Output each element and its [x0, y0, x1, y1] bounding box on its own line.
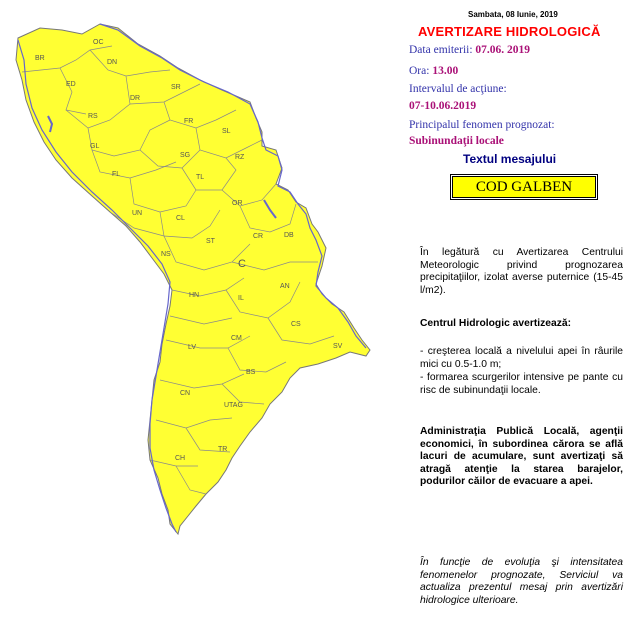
district-label-sl: SL — [222, 128, 231, 135]
phenomenon-label: Principalul fenomen prognozat: — [409, 119, 555, 131]
phenomenon-value: Subinundaţii locale — [409, 135, 504, 147]
message-paragraph-1: În legătură cu Avertizarea Centrului Meteorologic privind prognozarea precipitaţiilor, izolat averse puternice (15-45 l/m2). — [420, 247, 623, 296]
district-label-ns: NS — [161, 251, 171, 258]
district-label-cn: CN — [180, 390, 191, 397]
message-bullet-2: - formarea scurgerilor intensive pe pante cu risc de subinundaţii locale. — [420, 372, 623, 396]
message-paragraph-4: Administraţia Publică Locală, agenţii economici, în subordinea cărora se află lacuri de acumulare, sunt avertizaţi să atragă atenţie la starea barajelor, podurilor căilor de evacuare a apei. — [420, 426, 623, 488]
district-label-ed: ED — [66, 81, 76, 88]
district-label-st: ST — [206, 238, 215, 245]
district-label-cs: CS — [291, 321, 301, 328]
district-label-hn: HN — [189, 292, 200, 299]
district-label-sr: SR — [171, 84, 181, 91]
district-label-utag: UTAG — [224, 402, 243, 409]
message-paragraph-5: În funcţie de evoluţia şi intensitatea fenomenelor prognozate, Serviciul va actualiza prezentul mesaj prin avertizări hidrologice ulterioare. — [420, 557, 623, 606]
issue-date-value: 07.06. 2019 — [475, 44, 531, 56]
district-label-br: BR — [35, 55, 45, 62]
district-label-ch: CH — [175, 455, 186, 462]
district-label-an: AN — [280, 283, 290, 290]
district-label-or: OR — [232, 200, 243, 207]
district-label-rs: RS — [88, 113, 98, 120]
message-heading: Textul mesajului — [463, 152, 557, 166]
district-label-dn: DN — [107, 59, 118, 66]
district-label-sv: SV — [333, 343, 343, 350]
district-label-cl: CL — [176, 215, 185, 222]
district-label-un: UN — [132, 210, 143, 217]
issue-time-label: Ora: — [409, 65, 430, 77]
district-label-gl: GL — [90, 143, 100, 150]
district-label-cr: CR — [253, 233, 264, 240]
district-label-sg: SG — [180, 152, 191, 159]
issue-date-label: Data emiterii: — [409, 44, 473, 56]
message-paragraph-2: Centrul Hidrologic avertizează: — [420, 318, 572, 329]
district-label-lv: LV — [188, 344, 197, 351]
district-label-rz: RZ — [235, 154, 245, 161]
page-title: AVERTIZARE HIDROLOGICĂ — [418, 24, 601, 39]
message-bullet-1: - creşterea locală a nivelului apei în râurile mici cu 0.5-1.0 m; — [420, 346, 623, 370]
district-label-tr: TR — [218, 446, 228, 453]
interval-label: Intervalul de acţiune: — [409, 83, 507, 95]
report-date: Sambata, 08 Iunie, 2019 — [468, 10, 558, 19]
district-label-c: C — [238, 258, 246, 270]
district-label-fr: FR — [184, 118, 194, 125]
district-label-tl: TL — [196, 174, 205, 181]
district-label-db: DB — [284, 232, 294, 239]
warning-code-badge: COD GALBEN — [450, 174, 598, 200]
issue-time — [409, 65, 458, 77]
issue-date — [409, 44, 530, 56]
district-label-bs: BS — [246, 369, 256, 376]
district-label-oc: OC — [93, 39, 104, 46]
interval-value: 07-10.06.2019 — [409, 100, 477, 112]
district-label-cm: CM — [231, 335, 242, 342]
district-label-fl: FL — [112, 171, 121, 178]
district-label-dr: DR — [130, 95, 141, 102]
district-label-il: IL — [238, 295, 244, 302]
issue-time-value: 13.00 — [432, 65, 459, 77]
